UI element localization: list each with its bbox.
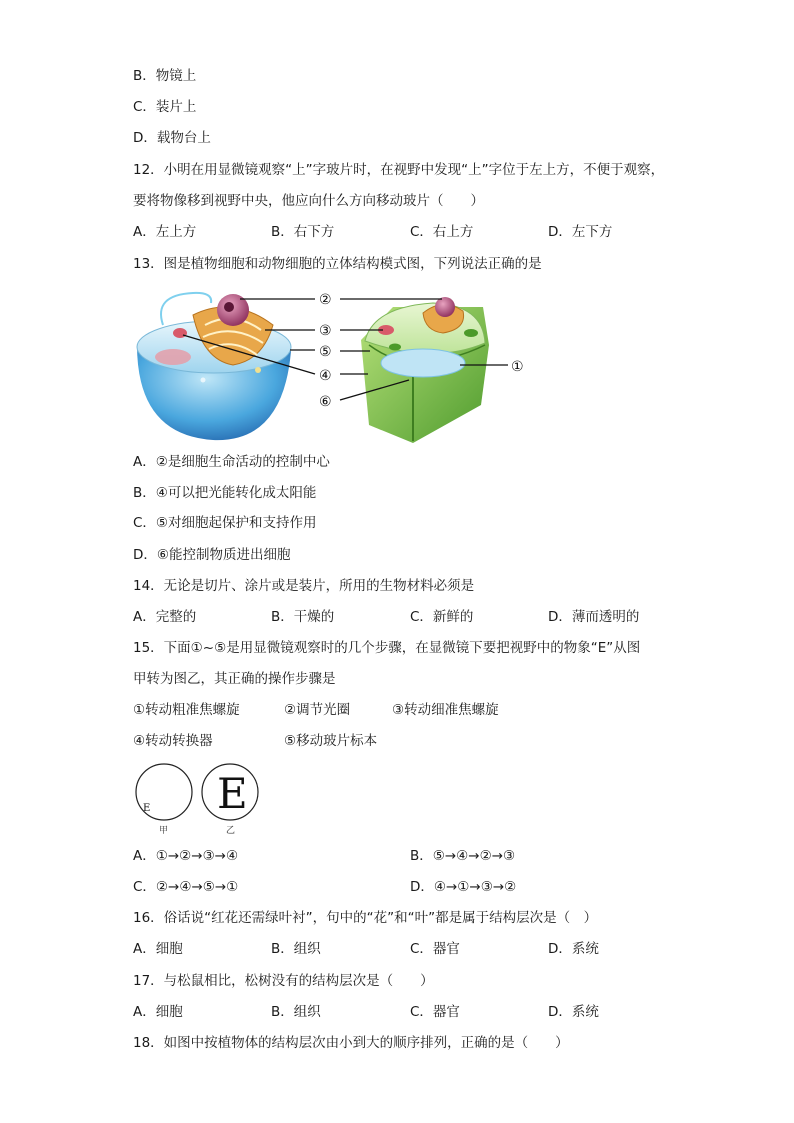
q14-option-d: D．薄而透明的: [548, 609, 640, 625]
q17-option-d: D．系统: [548, 1004, 599, 1020]
field-yi-letter: E: [217, 769, 248, 818]
q13-option-b: B．④可以把光能转化成太阳能: [133, 485, 317, 501]
q15-option-c: C．②→④→⑤→①: [133, 879, 239, 895]
q13-stem: 13．图是植物细胞和动物细胞的立体结构模式图，下列说法正确的是: [133, 256, 542, 272]
q16-option-a: A．细胞: [133, 941, 183, 957]
cell-label-5: ⑤: [319, 344, 332, 360]
cell-label-3: ③: [319, 323, 332, 339]
animal-cell: [137, 293, 291, 440]
q14-stem: 14．无论是切片、涂片或是装片，所用的生物材料必须是: [133, 578, 475, 594]
q14-option-c: C．新鲜的: [410, 609, 474, 625]
field-yi-label: 乙: [226, 826, 236, 836]
q15-option-d: D．④→①→③→②: [410, 879, 517, 895]
cell-label-6: ⑥: [319, 394, 332, 410]
q12-option-a: A．左上方: [133, 224, 197, 240]
q13-option-a: A．②是细胞生命活动的控制中心: [133, 454, 330, 470]
q15-stem-line1: 15．下面①~⑤是用显微镜观察时的几个步骤，在显微镜下要把视野中的物象“E”从图: [133, 640, 641, 656]
q12-stem-line1: 12．小明在用显微镜观察“上”字玻片时，在视野中发现“上”字位于左上方，不便于观察，: [133, 162, 665, 178]
q15-stem-line2: 甲转为图乙，其正确的操作步骤是: [133, 671, 336, 687]
q12-option-b: B．右下方: [271, 224, 335, 240]
q12-option-c: C．右上方: [410, 224, 474, 240]
q17-stem: 17．与松鼠相比，松树没有的结构层次是（ ）: [133, 973, 434, 989]
q13-option-d: D．⑥能控制物质进出细胞: [133, 547, 291, 563]
q15-step-1: ①转动粗准焦螺旋: [133, 702, 240, 718]
cell-label-1: ①: [511, 359, 524, 375]
q15-step-5: ⑤移动玻片标本: [284, 733, 378, 749]
cell-label-4: ④: [319, 368, 332, 384]
q13-option-c: C．⑤对细胞起保护和支持作用: [133, 515, 317, 531]
q15-option-a: A．①→②→③→④: [133, 848, 239, 864]
field-jia-label: 甲: [159, 826, 169, 836]
q15-step-3: ③转动细准焦螺旋: [392, 702, 499, 718]
q14-option-a: A．完整的: [133, 609, 197, 625]
q11-option-b: B．物镜上: [133, 68, 197, 84]
cell-structure-figure: [133, 285, 553, 447]
q18-stem: 18．如图中按植物体的结构层次由小到大的顺序排列，正确的是（ ）: [133, 1035, 569, 1051]
microscope-field-figure: [133, 762, 263, 838]
q14-option-b: B．干燥的: [271, 609, 335, 625]
plant-cell: [361, 297, 489, 443]
q17-option-a: A．细胞: [133, 1004, 183, 1020]
q16-option-d: D．系统: [548, 941, 599, 957]
q12-stem-line2: 要将物像移到视野中央，他应向什么方向移动玻片（ ）: [133, 193, 484, 209]
field-jia-letter: E: [143, 803, 151, 814]
q11-option-c: C．装片上: [133, 99, 197, 115]
q16-option-c: C．器官: [410, 941, 460, 957]
q16-stem: 16．俗话说“红花还需绿叶衬”，句中的“花”和“叶”都是属于结构层次是（ ）: [133, 910, 598, 926]
cell-label-2: ②: [319, 292, 332, 308]
q15-step-4: ④转动转换器: [133, 733, 213, 749]
q15-step-2: ②调节光圈: [284, 702, 351, 718]
q16-option-b: B．组织: [271, 941, 321, 957]
q15-option-b: B．⑤→④→②→③: [410, 848, 516, 864]
q17-option-c: C．器官: [410, 1004, 460, 1020]
q11-option-d: D．载物台上: [133, 130, 211, 146]
q17-option-b: B．组织: [271, 1004, 321, 1020]
q12-option-d: D．左下方: [548, 224, 613, 240]
